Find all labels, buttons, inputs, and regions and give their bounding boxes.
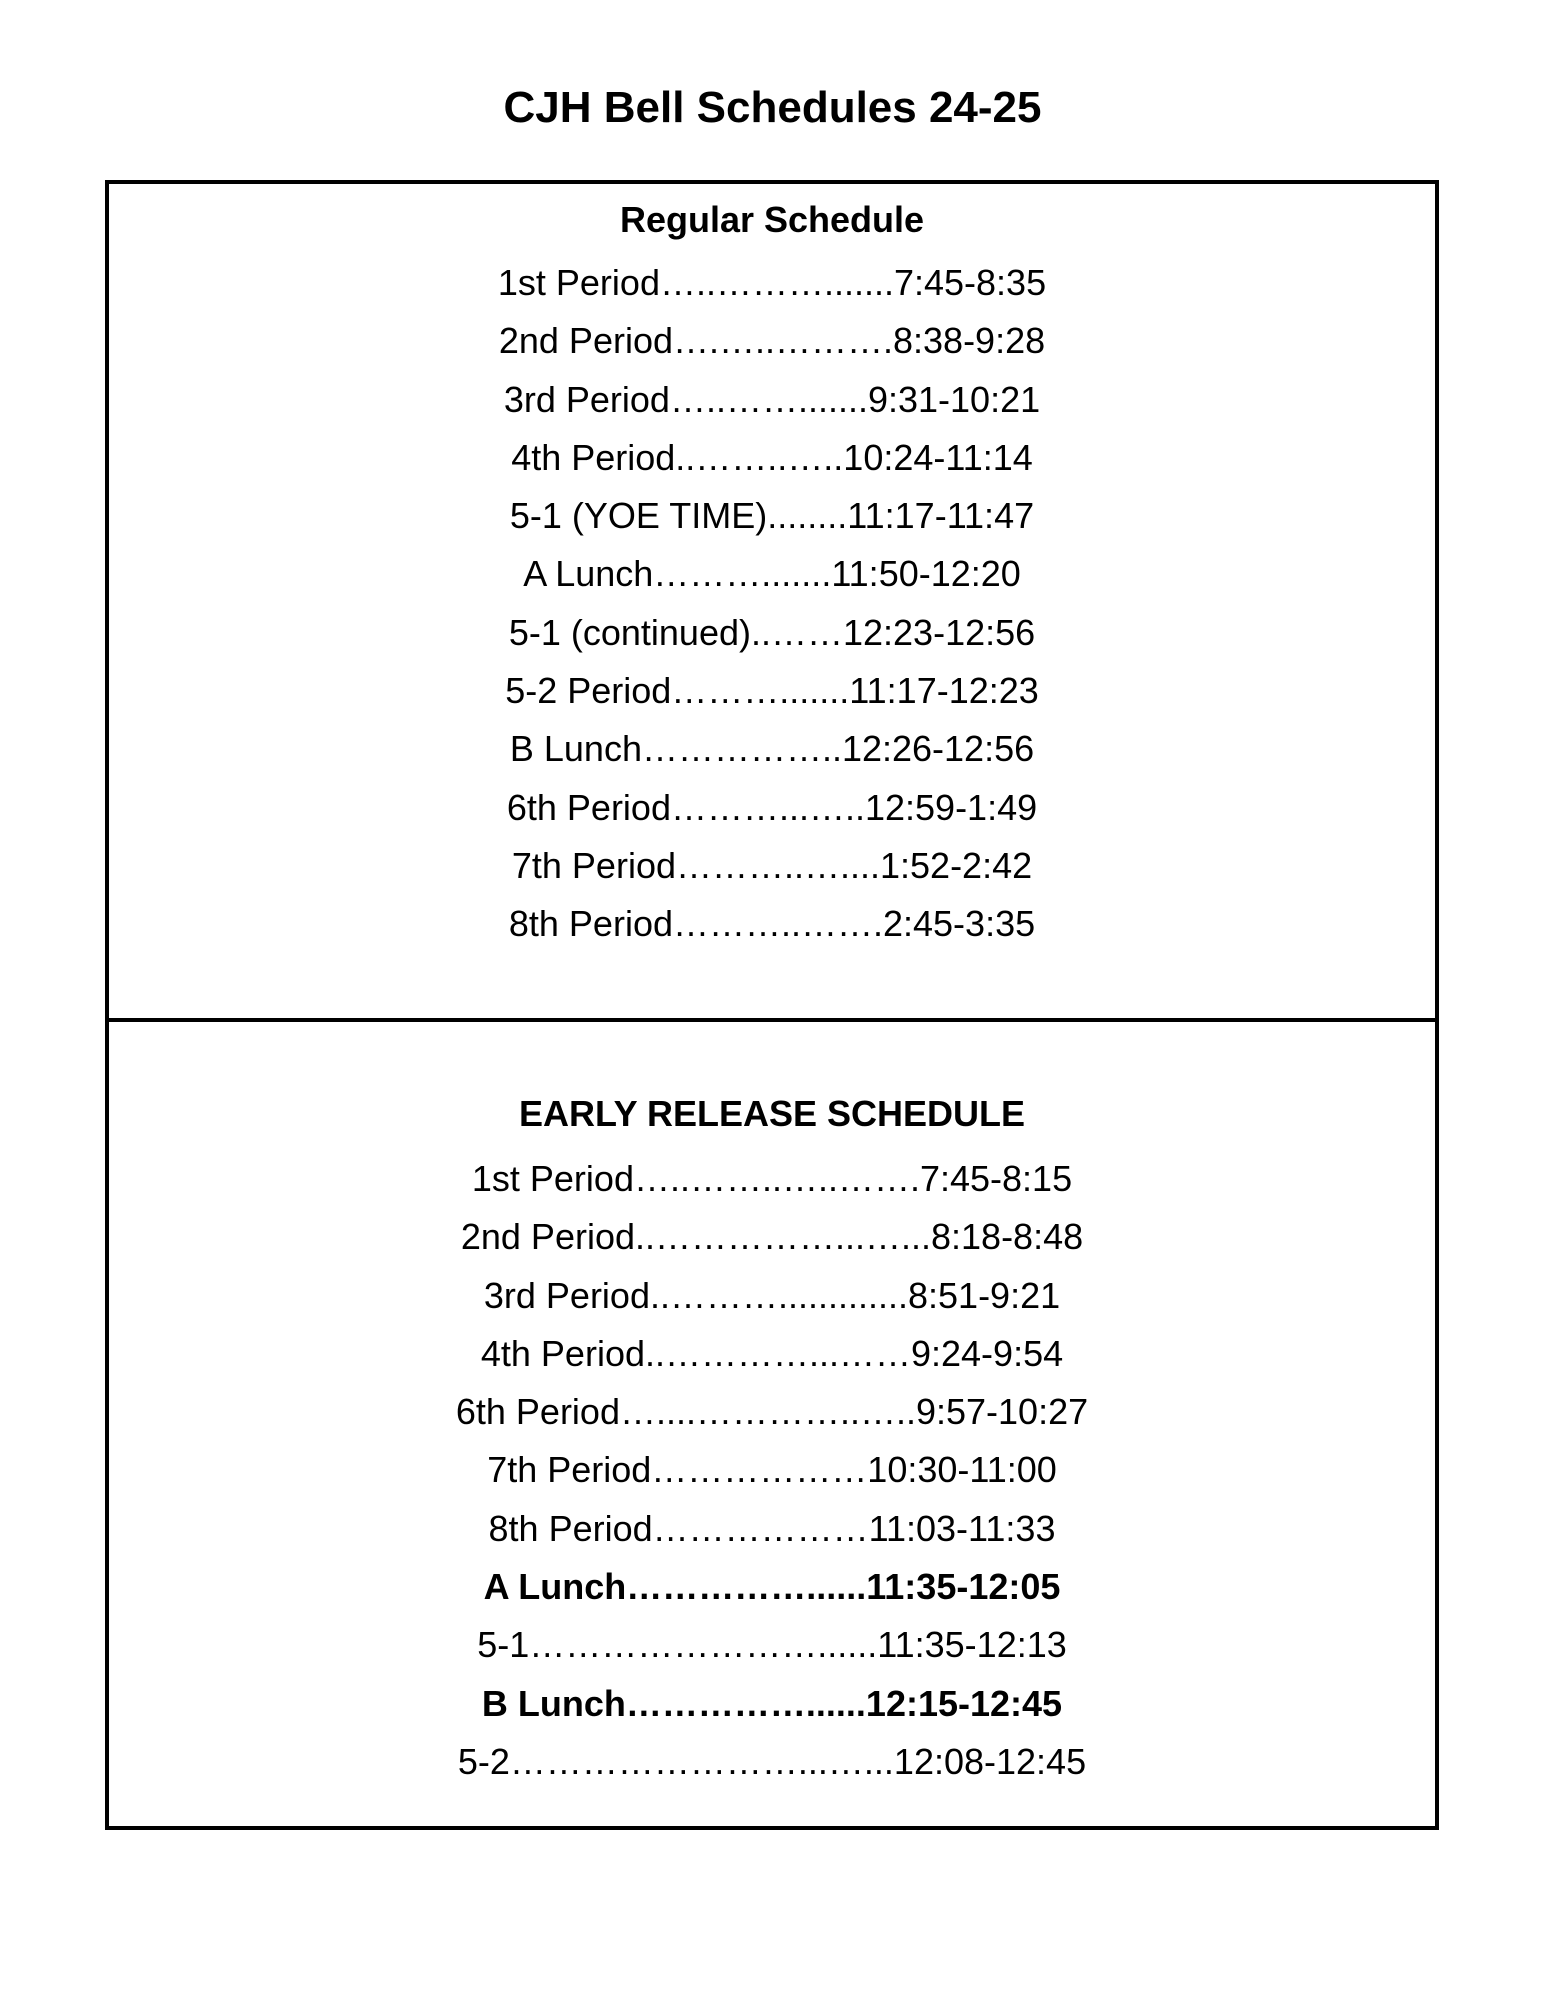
schedule-box [105,180,1439,1830]
schedule-row: A Lunch……….......11:50-12:20 [523,553,1021,595]
schedule-row: 5-2 Period……….......11:17-12:23 [505,670,1039,712]
schedule-row: 2nd Period….…..……….8:38-9:28 [498,320,1046,362]
schedule-row: 6th Period………...…..12:59-1:49 [506,786,1038,828]
page-title: CJH Bell Schedules 24-25 [503,83,1042,132]
schedule-row: B Lunch……………..12:26-12:56 [509,728,1035,770]
regular-schedule-list [109,254,1435,954]
schedule-row: 5-2……………………...…...12:08-12:45 [457,1740,1087,1782]
schedule-row: 8th Period………..…….2:45-3:35 [508,903,1036,945]
schedule-row: 1st Period…..……..…..…….7:45-8:15 [471,1158,1073,1199]
schedule-row: 4th Period..……..…..10:24-11:14 [511,436,1033,478]
regular-schedule-section [109,184,1435,1018]
schedule-row: 6th Period…....…………..…..9:57-10:27 [455,1391,1089,1433]
early-release-list [109,1150,1435,1791]
schedule-row: 5-1……………………......11:35-12:13 [477,1624,1067,1666]
schedule-row: B Lunch……………......12:15-12:45 [481,1682,1063,1724]
schedule-row: 1st Period…..……….......7:45-8:35 [497,262,1047,303]
schedule-row: 3rd Period..……….............8:51-9:21 [483,1274,1061,1316]
schedule-row: 3rd Period…..…….......9:31-10:21 [503,378,1041,420]
schedule-row: 5-1 (YOE TIME)........11:17-11:47 [509,495,1035,537]
schedule-row: 7th Period………..…....1:52-2:42 [511,844,1033,886]
schedule-row: 5-1 (continued)..……12:23-12:56 [508,611,1036,653]
schedule-row: 8th Period………………11:03-11:33 [488,1507,1056,1549]
section-divider [109,1018,1435,1022]
schedule-row: 2nd Period..……………...…...8:18-8:48 [460,1216,1084,1258]
early-release-heading: EARLY RELEASE SCHEDULE [518,1093,1026,1134]
schedule-row: A Lunch……………......11:35-12:05 [483,1566,1061,1608]
schedule-row: 7th Period………………10:30-11:00 [487,1449,1057,1491]
schedule-row: 4th Period..…………...……9:24-9:54 [480,1332,1064,1374]
regular-schedule-heading: Regular Schedule [619,199,925,240]
